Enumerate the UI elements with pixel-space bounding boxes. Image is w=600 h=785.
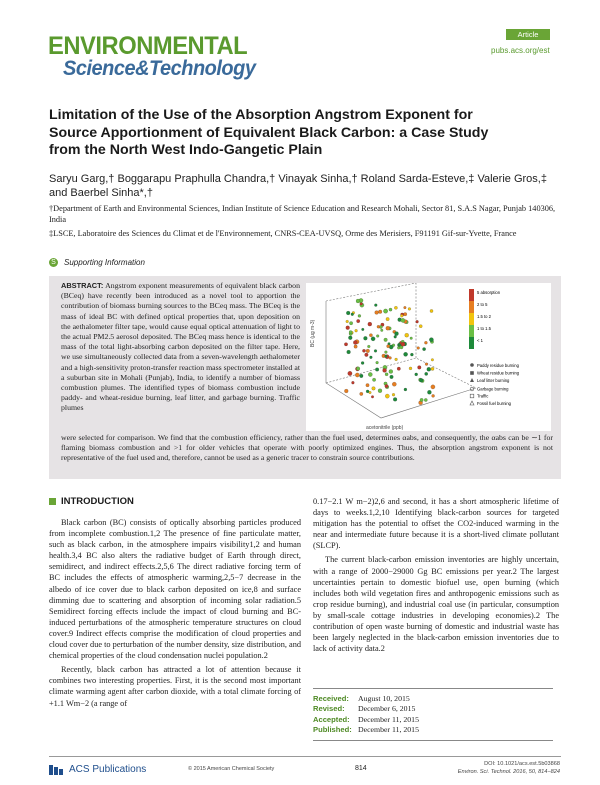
journal-logo-environmental: ENVIRONMENTAL — [48, 32, 248, 60]
toc-scatter-point — [362, 328, 365, 331]
toc-scatter-point — [400, 314, 403, 317]
toc-3d-scatter-plot — [306, 283, 551, 431]
doi-citation — [430, 761, 560, 776]
toc-scatter-point — [360, 392, 363, 395]
toc-scatter-point — [348, 371, 352, 375]
toc-scatter-point — [427, 390, 431, 394]
article-type-badge: Article — [506, 29, 550, 40]
toc-scatter-point — [385, 394, 389, 398]
toc-scatter-point — [346, 326, 350, 330]
toc-scatter-point — [360, 302, 363, 305]
toc-scatter-point — [375, 368, 379, 372]
toc-scatter-point — [424, 398, 427, 401]
toc-scatter-point — [360, 374, 364, 378]
toc-scatter-point — [356, 299, 360, 303]
toc-scatter-point — [392, 393, 395, 396]
toc-scatter-point — [378, 389, 382, 393]
toc-scatter-point — [368, 322, 372, 326]
toc-scatter-point — [420, 398, 423, 401]
date-value: December 11, 2015 — [358, 725, 419, 735]
page-number: 814 — [355, 765, 367, 772]
toc-scatter-point — [376, 361, 379, 364]
toc-scatter-point — [410, 337, 413, 340]
toc-xlabel: acetonitrile (ppb) — [366, 425, 404, 431]
date-row — [313, 694, 553, 704]
toc-scatter-point — [367, 345, 370, 348]
toc-scatter-point — [392, 382, 396, 386]
toc-scatter-point — [347, 350, 351, 354]
legend-top-item: 1.5 to 2 — [477, 314, 491, 319]
body-paragraph: The current black-carbon emission inventories are highly uncertain, with a range of 2000−29000 Gg BC emissions per year.2 The largest uncertainties pertain to domestic biofuel use, open burning (which includes both wild vegetation fires and anthropogenic emissions such as crop residue burning), and industrial coal use (in particular, consumption by small-scale cottage industries in developing economies).2 The contribution of open waste burning of domestic and industrial waste has been largely neglected in the black-carbon emission inventories due to lack of activity data.2 — [313, 555, 559, 654]
toc-scatter-point — [390, 375, 394, 379]
toc-scatter-point — [405, 333, 409, 337]
toc-scatter-point — [383, 309, 387, 313]
toc-scatter-point — [385, 384, 388, 387]
toc-scatter-point — [418, 366, 422, 370]
toc-scatter-point — [370, 356, 373, 359]
toc-color-legend — [469, 289, 501, 349]
toc-scatter-point — [355, 329, 358, 332]
toc-ylabel: BC (µg m-3) — [310, 319, 316, 347]
author-list — [49, 172, 569, 200]
toc-scatter-point — [404, 388, 407, 391]
toc-scatter-point — [376, 335, 379, 338]
abstract-text-full: were selected for comparison. We find that the combustion efficiency, rather than the fuel used, determines αabs, and consequently, the αabs can be ∼1 for flaming biomass combustion and >1 for older vehicles that operate with poorly optimized engines. Thus, the absorption angstrom exponent is not representative of the fuel used and, therefore, cannot be used as a generic tracer to constrain source contributions. — [61, 433, 553, 463]
journal-logo-science-technology: Science&Technology — [63, 57, 256, 80]
toc-scatter-point — [410, 353, 413, 356]
toc-scatter-point — [362, 349, 365, 352]
date-label: Revised: — [313, 704, 345, 714]
supporting-info-link[interactable] — [49, 258, 145, 267]
toc-scatter-point — [348, 336, 352, 340]
date-label: Published: — [313, 725, 352, 735]
journal-url-link[interactable]: pubs.acs.org/est — [491, 46, 550, 55]
legend-top-item: 2 to 5 — [477, 302, 488, 307]
section-heading-introduction — [49, 496, 301, 507]
toc-scatter-point — [385, 373, 388, 376]
legend-bottom-item: Leaf litter burning — [477, 378, 510, 383]
toc-scatter-point — [431, 367, 434, 370]
toc-scatter-point — [431, 359, 434, 362]
toc-scatter-point — [415, 373, 418, 376]
toc-scatter-point — [375, 311, 379, 315]
body-column-right — [313, 496, 559, 657]
toc-scatter-point — [349, 322, 352, 325]
doi-link[interactable]: DOI: 10.1021/acs.est.5b03868 — [484, 761, 560, 767]
toc-scatter-point — [352, 381, 355, 384]
toc-scatter-point — [357, 319, 360, 322]
toc-scatter-point — [351, 313, 354, 316]
toc-scatter-point — [386, 317, 389, 320]
legend-bottom-item: Paddy residue burning — [477, 363, 519, 368]
toc-scatter-point — [366, 349, 370, 353]
toc-scatter-point — [394, 335, 397, 338]
toc-graphic — [306, 283, 551, 431]
toc-scatter-point — [371, 337, 375, 341]
author-line: Saryu Garg,† Boggarapu Praphulla Chandra,† Vinayak Sinha,† Roland Sarda-Esteve,‡ Valerie Gros,‡ — [49, 173, 547, 185]
toc-scatter-point — [404, 313, 407, 316]
body-paragraph: Black carbon (BC) consists of optically absorbing particles produced from incomplete combustion.1,2 The presence of fine particulate matter, such as black carbon, in the atmosphere impairs visibility1,2 and human health.3,4 BC also alters the radiative budget of Earth through direct, semidirect, and indirect effects.2,5,6 The direct radiative forcing term of BC includes the effects of atmospheric warming,2,5−7 decrease in the albedo of ice cover due to black carbon deposited on ice,8 and surface dimming due to scattering and absorption of incoming solar radiation.5 Semidirect forcing effects include the impact of cloud burning and BC-induced perturbations of the atmospheric temperature structures on cloud cover.9 Indirect effects comprise the modification of cloud properties and cloud cover due to perturbation of the number density, size distribution, and chemical properties of the cloud condensation nuclei population.2 — [49, 518, 301, 661]
toc-scatter-point — [404, 352, 408, 356]
footer-divider — [49, 756, 561, 757]
toc-scatter-point — [372, 378, 375, 381]
toc-scatter-point — [358, 314, 361, 317]
toc-scatter-point — [389, 308, 392, 311]
title-line: Limitation of the Use of the Absorption Angstrom Exponent for — [49, 107, 473, 123]
abstract-body: Angstrom exponent measurements of equivalent black carbon (BCeq) have recently been introduced as a novel tool to apportion the contribution of biomass burning sources to the BCeq mass. The BCeq is the mass of ideal BC with defined optical properties that, upon deposition on the aethalometer filter tape, would cause equal optical attenuation of light to the actual PM2.5 aerosol deposited. The BCeq mass hence is identical to the mass of the total light-absorbing carbon deposited on the filter tape. Here, we use simultaneously collected data from a seven-wavelength aethalometer and a high-sensitivity proton-transfer reaction mass spectrometer installed at a suburban site in Mohali (Punjab), India, to identify a number of biomass combustion plumes. The identified types of biomass combustion include paddy- and wheat-residue burning, leaf litter, and garbage burning. Traffic plumes — [61, 281, 300, 413]
toc-scatter-point — [354, 345, 357, 348]
toc-scatter-point — [431, 385, 435, 389]
toc-scatter-point — [417, 347, 420, 350]
toc-scatter-point — [397, 367, 400, 370]
legend-bottom-item: Traffic — [477, 393, 489, 399]
toc-scatter-point — [432, 394, 435, 397]
abstract-text-side — [61, 281, 300, 414]
legend-top-item: 5 absorption — [477, 290, 501, 295]
toc-scatter-point — [344, 343, 347, 346]
toc-scatter-point — [386, 326, 390, 330]
toc-scatter-point — [427, 367, 431, 371]
affiliation: †Department of Earth and Environmental Sciences, Indian Institute of Science Education and Research Mohali, Sector 81, S.A.S Nagar, Punjab 140306, India — [49, 204, 556, 224]
toc-scatter-point — [389, 370, 393, 374]
toc-scatter-point — [346, 311, 350, 315]
toc-scatter-point — [383, 368, 387, 372]
date-row — [313, 725, 553, 735]
date-value: December 6, 2015 — [358, 704, 416, 714]
toc-scatter-point — [378, 310, 382, 314]
toc-scatter-point — [430, 309, 433, 312]
toc-scatter-point — [408, 308, 411, 311]
toc-scatter-point — [423, 348, 426, 351]
toc-scatter-point — [374, 350, 377, 353]
article-title — [49, 107, 559, 160]
toc-scatter-point — [372, 387, 376, 391]
date-value: August 10, 2015 — [358, 694, 410, 703]
toc-scatter-point — [425, 372, 428, 375]
section-heading-text: INTRODUCTION — [61, 496, 134, 507]
supporting-info-label: Supporting Information — [64, 258, 145, 267]
title-line: Source Apportionment of Equivalent Black Carbon: a Case Study — [49, 124, 489, 141]
acs-publications-label: ACS Publications — [69, 764, 147, 775]
toc-scatter-point — [371, 396, 374, 399]
body-column-left — [49, 496, 301, 712]
affiliations — [49, 204, 569, 244]
legend-bottom-item: Wheat residue burning — [477, 370, 520, 376]
toc-scatter-point — [364, 336, 368, 340]
toc-scatter-point — [401, 342, 405, 346]
toc-scatter-point — [385, 355, 388, 358]
toc-scatter-point — [374, 304, 377, 307]
toc-scatter-point — [395, 358, 398, 361]
author-line: and Baerbel Sinha*,† — [49, 187, 153, 199]
toc-marker-legend — [470, 363, 520, 406]
date-value: December 11, 2015 — [358, 714, 419, 724]
toc-scatter-point — [365, 353, 369, 357]
toc-scatter-point — [356, 367, 360, 371]
legend-bottom-item: Fossil fuel burning — [477, 401, 511, 406]
toc-scatter-point — [393, 398, 397, 402]
toc-scatter-point — [369, 334, 372, 337]
toc-scatter-point — [395, 332, 399, 336]
section-marker-icon — [49, 498, 56, 505]
toc-scatter-point — [404, 306, 407, 309]
toc-scatter-point — [401, 318, 405, 322]
body-paragraph: 0.17−2.1 W m−2)2,6 and second, it has a short atmospheric lifetime of days to weeks.1,2,10 Identifying black-carbon sources for targeted mitigation has the potential to offset the CO2-induced warming in the near and intermediate future because it is a short-lived climate pollutant (SLCP). — [313, 497, 559, 551]
toc-scatter-point — [384, 338, 388, 342]
toc-scatter-point — [387, 345, 390, 348]
toc-scatter-point — [353, 341, 357, 345]
date-label: Received: — [313, 694, 349, 703]
toc-scatter-point — [346, 320, 349, 323]
body-paragraph: Recently, black carbon has attracted a lot of attention because it combines two interesting properties. First, it is the second most important climate warming agent after carbon dioxide, with a total climate forcing of +1.1 Wm−2 (a range of — [49, 665, 301, 708]
toc-scatter-point — [416, 320, 419, 323]
acs-publications-logo[interactable] — [49, 764, 146, 775]
toc-scatter-point — [377, 325, 380, 328]
citation-text: Environ. Sci. Technol. 2016, 50, 814−824 — [457, 768, 560, 775]
toc-scatter-point — [355, 373, 359, 377]
toc-scatter-point — [344, 389, 348, 393]
toc-scatter-point — [429, 338, 433, 342]
toc-scatter-point — [394, 306, 397, 309]
date-row — [313, 704, 553, 714]
toc-scatter-point — [349, 331, 352, 334]
toc-scatter-point — [424, 341, 427, 344]
title-line: from the North West Indo-Gangetic Plain — [49, 142, 323, 158]
toc-scatter-point — [409, 367, 412, 370]
legend-top-item: < 1 — [477, 338, 483, 343]
date-row — [313, 715, 553, 725]
copyright-notice: © 2015 American Chemical Society — [188, 766, 275, 772]
toc-scatter-point — [385, 351, 388, 354]
supporting-info-icon: S — [49, 258, 58, 267]
date-label: Accepted: — [313, 714, 350, 724]
toc-scatter-point — [366, 390, 369, 393]
toc-scatter-point — [361, 362, 364, 365]
toc-scatter-point — [419, 378, 423, 382]
legend-top-item: 1 to 1.5 — [477, 326, 491, 331]
toc-scatter-point — [368, 372, 372, 376]
affiliation: ‡LSCE, Laboratoire des Sciences du Climat et de l'Environnement, CNRS-CEA-UVSQ, Orme des Merisiers, F91191 Gif-sur-Yvette, France — [49, 229, 517, 238]
toc-scatter-point — [419, 325, 422, 328]
toc-scatter-point — [366, 384, 369, 387]
article-dates — [313, 688, 553, 741]
toc-scatter-point — [425, 363, 428, 366]
legend-bottom-item: Garbage burning — [477, 386, 509, 392]
acs-logo-icon — [49, 765, 65, 775]
abstract-label: ABSTRACT: — [61, 281, 104, 290]
toc-scatter-point — [381, 329, 384, 332]
